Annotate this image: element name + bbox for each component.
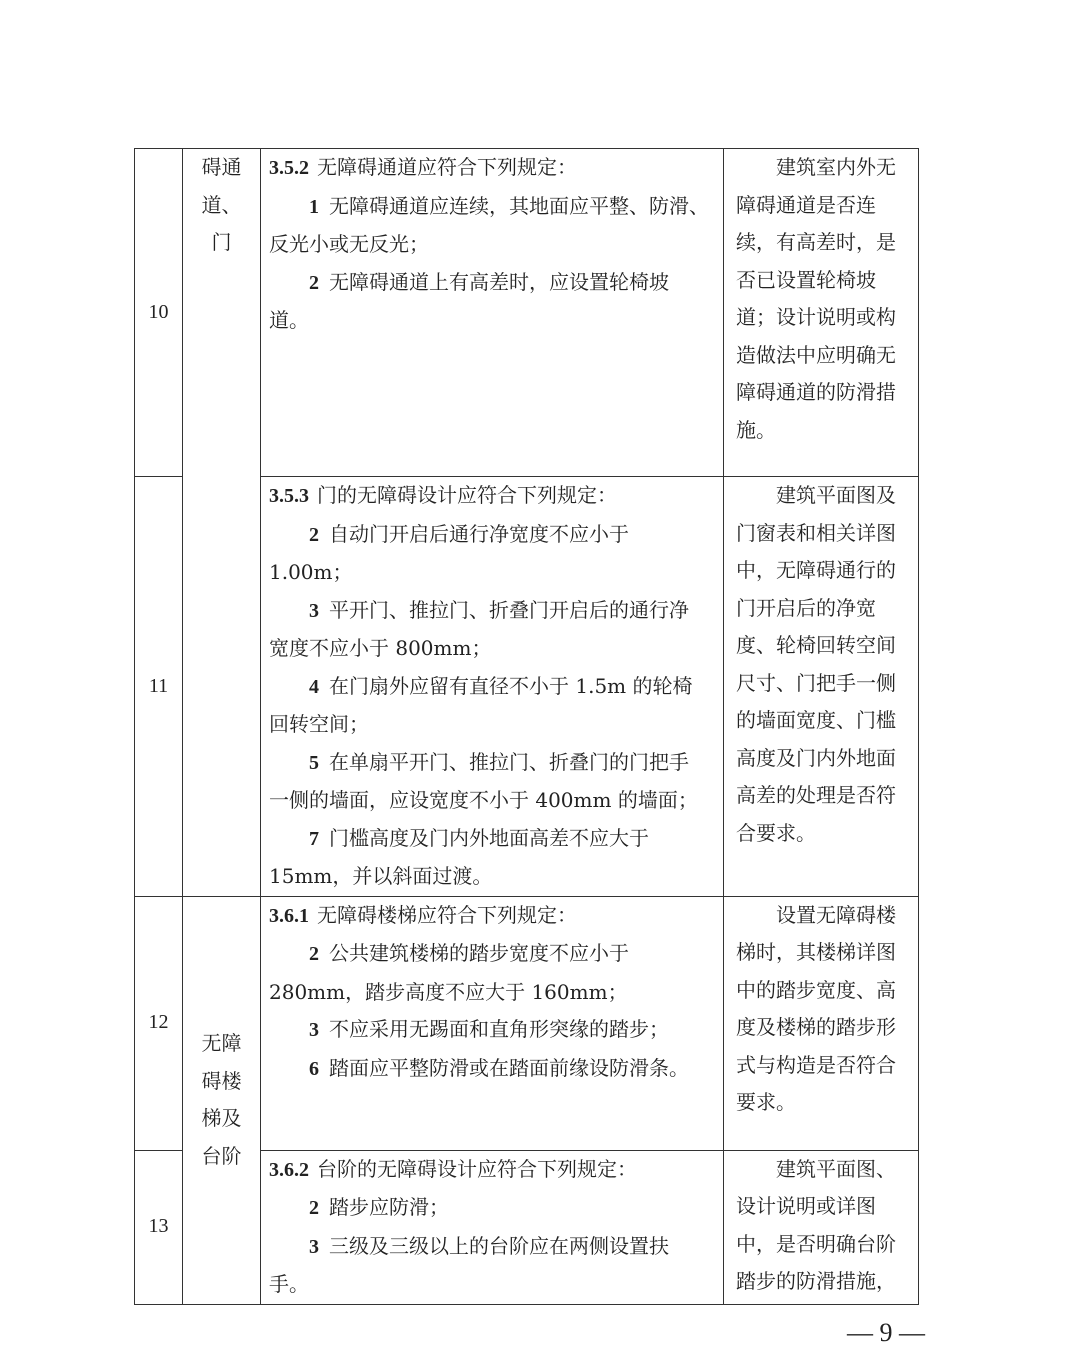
- item-number: 6: [309, 1057, 319, 1080]
- requirement-text: 手。: [269, 1272, 309, 1296]
- clause-number: 3.6.2: [269, 1158, 309, 1181]
- clause-title: 门的无障碍设计应符合下列规定：: [317, 483, 617, 507]
- requirement-text: 道。: [269, 308, 309, 332]
- requirement-cell: [261, 477, 724, 897]
- check-text: 尺寸、门把手一侧: [736, 670, 896, 695]
- row-number: 13: [135, 1150, 183, 1304]
- page-number: — 9 —: [847, 1318, 925, 1347]
- check-text: 高度及门内外地面: [736, 745, 896, 770]
- requirement-cell: [261, 149, 724, 477]
- item-number: 4: [309, 675, 319, 698]
- requirement-text: 自动门开启后通行净宽度不应小于: [329, 521, 629, 546]
- requirement-text: 15mm，并以斜面过渡。: [269, 864, 493, 888]
- clause-number: 3.5.3: [269, 485, 309, 507]
- check-text: 要求。: [736, 1090, 796, 1114]
- check-cell: [724, 896, 919, 1150]
- check-text: 梯时，其楼梯详图: [736, 940, 896, 964]
- review-table: [134, 148, 919, 1305]
- check-text: 障碍通道是否连: [736, 192, 876, 217]
- item-number: 5: [309, 751, 319, 774]
- requirement-text: 宽度不应小于 800mm；: [269, 636, 492, 660]
- check-text: 门窗表和相关详图: [736, 520, 896, 545]
- requirement-text: 反光小或无反光；: [269, 232, 429, 256]
- check-text: 障碍通道的防滑措: [736, 380, 896, 404]
- requirement-text: 在门扇外应留有直径不小于 1.5m 的轮椅: [329, 673, 693, 698]
- check-text: 的墙面宽度、门槛: [736, 708, 896, 732]
- check-cell: [724, 1150, 919, 1304]
- requirement-text: 在单扇平开门、推拉门、折叠门的门把手: [329, 749, 689, 774]
- requirement-text: 平开门、推拉门、折叠门开启后的通行净: [329, 597, 689, 622]
- row-number: 12: [135, 896, 183, 1150]
- requirement-cell: [261, 1150, 724, 1304]
- requirement-text: 280mm，踏步高度不应大于 160mm；: [269, 979, 628, 1004]
- clause-title: 无障碍通道应符合下列规定：: [317, 155, 577, 179]
- category-line: 碍通: [201, 155, 242, 179]
- requirement-text: 无障碍通道上有高差时，应设置轮椅坡: [329, 269, 669, 294]
- requirement-text: 门槛高度及门内外地面高差不应大于: [329, 825, 649, 850]
- requirement-text: 公共建筑楼梯的踏步宽度不应小于: [329, 941, 629, 965]
- requirement-text: 踏面应平整防滑或在踏面前缘设防滑条。: [329, 1055, 689, 1080]
- check-text: 设置无障碍楼: [776, 902, 896, 927]
- check-text: 否已设置轮椅坡: [736, 267, 876, 292]
- item-number: 3: [309, 599, 319, 622]
- row-number: 11: [135, 477, 183, 897]
- check-text: 门开启后的净宽: [736, 595, 876, 620]
- requirement-text: 回转空间；: [269, 712, 369, 736]
- requirement-text: 一侧的墙面，应设宽度不小于 400mm 的墙面；: [269, 788, 698, 812]
- item-number: 3: [309, 1235, 319, 1258]
- item-number: 2: [309, 271, 319, 294]
- requirement-cell: [261, 896, 724, 1150]
- check-text: 施。: [736, 417, 776, 442]
- check-text: 建筑室内外无: [776, 155, 896, 179]
- check-text: 式与构造是否符合: [736, 1052, 896, 1077]
- requirement-text: 不应采用无踢面和直角形突缘的踏步；: [329, 1017, 669, 1041]
- check-text: 道；设计说明或构: [736, 305, 896, 329]
- check-text: 中，是否明确台阶: [736, 1231, 896, 1256]
- item-number: 2: [309, 943, 319, 965]
- clause-number: 3.5.2: [269, 157, 309, 179]
- item-number: 7: [309, 827, 319, 850]
- check-cell: [724, 149, 919, 477]
- clause-title: 无障碍楼梯应符合下列规定：: [317, 902, 577, 927]
- item-number: 1: [309, 195, 319, 218]
- clause-title: 台阶的无障碍设计应符合下列规定：: [317, 1156, 637, 1181]
- check-text: 高差的处理是否符: [736, 783, 896, 807]
- category-line: 碍楼: [201, 1068, 242, 1093]
- row-number: 10: [135, 149, 183, 477]
- category-line: 道、: [201, 192, 242, 217]
- check-text: 建筑平面图及: [776, 483, 896, 507]
- requirement-text: 三级及三级以上的台阶应在两侧设置扶: [329, 1233, 669, 1258]
- category-line: 台阶: [201, 1143, 242, 1168]
- check-cell: [724, 477, 919, 897]
- check-text: 中，无障碍通行的: [736, 558, 896, 582]
- category-cell: [183, 896, 261, 1304]
- check-text: 合要求。: [736, 820, 816, 845]
- check-text: 建筑平面图、: [776, 1156, 896, 1181]
- check-text: 设计说明或详图: [736, 1194, 876, 1218]
- check-text: 造做法中应明确无: [736, 342, 896, 367]
- category-line: 无障: [201, 1031, 242, 1055]
- check-text: 度及楼梯的踏步形: [736, 1015, 896, 1039]
- check-text: 续，有高差时，是: [736, 230, 896, 254]
- check-text: 踏步的防滑措施，: [736, 1269, 896, 1293]
- clause-number: 3.6.1: [269, 904, 309, 927]
- requirement-text: 无障碍通道应连续，其地面应平整、防滑、: [329, 193, 709, 218]
- table-row: [135, 149, 919, 477]
- item-number: 3: [309, 1019, 319, 1041]
- requirement-text: 1.00m；: [269, 560, 353, 584]
- category-line: 门: [211, 230, 232, 254]
- category-line: 梯及: [201, 1106, 242, 1130]
- check-text: 中的踏步宽度、高: [736, 977, 896, 1002]
- item-number: 2: [309, 1197, 319, 1219]
- requirement-text: 踏步应防滑；: [329, 1195, 449, 1219]
- item-number: 2: [309, 523, 319, 546]
- table-row: [135, 896, 919, 1150]
- check-text: 度、轮椅回转空间: [736, 633, 896, 657]
- category-cell: [183, 149, 261, 897]
